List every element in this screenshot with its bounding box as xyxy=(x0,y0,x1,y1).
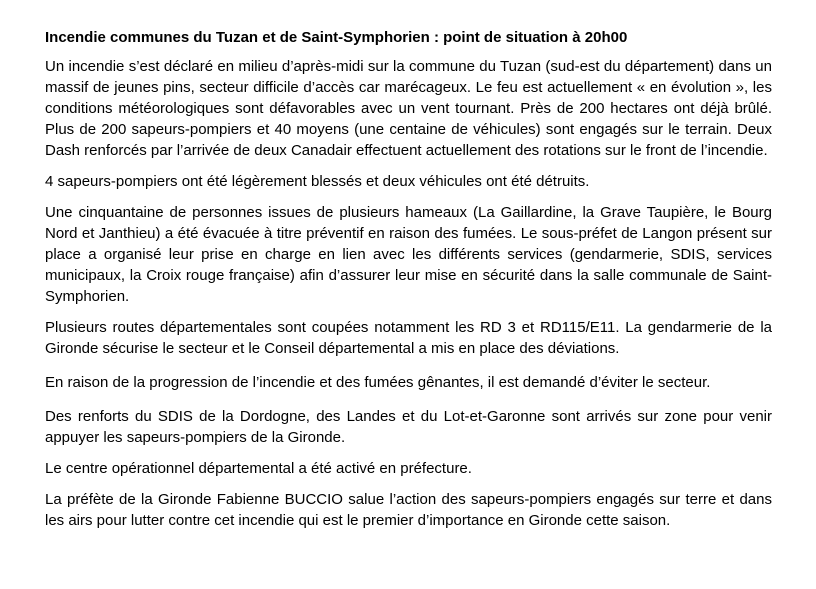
paragraph-operations-center: Le centre opérationnel départemental a été activé en préfecture. xyxy=(45,460,472,477)
paragraph-prefect-statement: La préfète de la Gironde Fabienne BUCCIO salue l’action des sapeurs-pompiers engagés sur terre et dans les airs pour lutter contre cet incendie qui est le premier d’importance en Gironde cette saison. xyxy=(45,491,772,529)
press-release-title: Incendie communes du Tuzan et de Saint-Symphorien : point de situation à 20h00 xyxy=(45,29,628,46)
paragraph-avoid-area: En raison de la progression de l’incendie et des fumées gênantes, il est demandé d’éviter le secteur. xyxy=(45,374,711,391)
paragraph-road-closures: Plusieurs routes départementales sont coupées notamment les RD 3 et RD115/E11. La gendarmerie de la Gironde sécurise le secteur et le Conseil départemental a mis en place des déviations. xyxy=(45,319,772,357)
paragraph-injuries: 4 sapeurs-pompiers ont été légèrement blessés et deux véhicules ont été détruits. xyxy=(45,173,590,190)
paragraph-evacuation: Une cinquantaine de personnes issues de plusieurs hameaux (La Gaillardine, la Grave Taupière, le Bourg Nord et Janthieu) a été évacuée à titre préventif en raison des fumées. Le sous-préfet de Langon présent sur place a organisé leur prise en charge en lien avec les différents services (gendarmerie, SDIS, services municipaux, la Croix rouge française) afin d’assurer leur mise en sécurité dans la salle communale de Saint-Symphorien. xyxy=(45,204,772,305)
paragraph-reinforcements: Des renforts du SDIS de la Dordogne, des Landes et du Lot-et-Garonne sont arrivés sur zone pour venir appuyer les sapeurs-pompiers de la Gironde. xyxy=(45,408,772,446)
paragraph-fire-overview: Un incendie s’est déclaré en milieu d’après-midi sur la commune du Tuzan (sud-est du département) dans un massif de jeunes pins, secteur difficile d’accès car marécageux. Le feu est actuellement « en évolution », les conditions météorologiques sont défavorables avec un vent tournant. Près de 200 hectares ont déjà brûlé. Plus de 200 sapeurs-pompiers et 40 moyens (une centaine de véhicules) sont engagés sur le terrain. Deux Dash renforcés par l’arrivée de deux Canadair effectuent actuellement des rotations sur le front de l’incendie. xyxy=(45,58,772,159)
